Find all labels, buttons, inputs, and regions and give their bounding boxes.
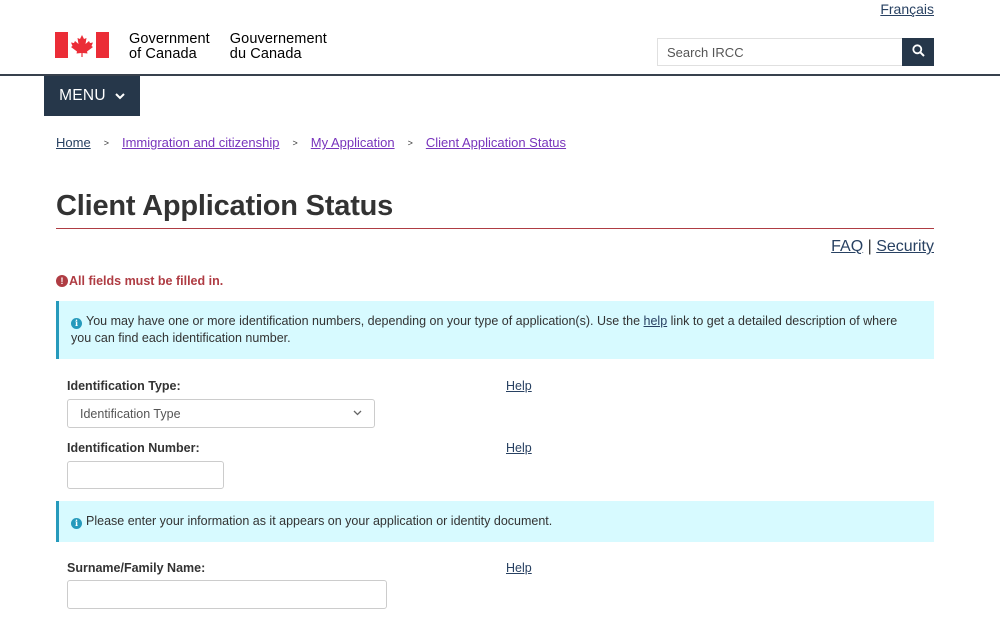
chevron-down-icon xyxy=(353,408,362,419)
link-divider: | xyxy=(867,238,872,255)
breadcrumb-separator: > xyxy=(407,137,413,148)
error-message xyxy=(56,274,223,288)
inline-help-link[interactable]: help xyxy=(643,314,668,328)
chevron-down-icon xyxy=(115,87,125,105)
id-type-select[interactable] xyxy=(67,399,375,428)
security-link[interactable]: Security xyxy=(876,238,934,255)
breadcrumb-separator: > xyxy=(103,137,109,148)
search-button[interactable] xyxy=(902,38,934,66)
breadcrumb-client-status[interactable]: Client Application Status xyxy=(425,135,567,150)
id-number-label: Identification Number: xyxy=(67,441,200,455)
page-title: Client Application Status xyxy=(56,190,394,222)
breadcrumb xyxy=(56,135,566,150)
faq-security-links xyxy=(831,238,934,256)
breadcrumb-separator: > xyxy=(292,137,298,148)
error-text: All fields must be filled in. xyxy=(69,274,224,288)
id-type-selected-value: Identification Type xyxy=(80,406,181,421)
search-form xyxy=(657,38,934,66)
search-input[interactable] xyxy=(657,38,902,66)
id-number-input[interactable] xyxy=(67,461,224,489)
government-signature[interactable] xyxy=(55,32,347,62)
info-icon: i xyxy=(71,518,82,529)
surname-help-link[interactable]: Help xyxy=(506,561,532,575)
canada-flag-icon xyxy=(55,32,109,58)
id-type-help-link[interactable]: Help xyxy=(506,379,532,393)
title-underline xyxy=(56,228,934,229)
breadcrumb-home[interactable]: Home xyxy=(56,135,91,150)
menu-label: MENU xyxy=(59,87,106,104)
search-icon xyxy=(912,44,925,60)
error-icon: ! xyxy=(56,275,68,287)
gov-name-en: Government of Canada xyxy=(129,31,210,62)
info-text-start: You may have one or more identification numbers, depending on your type of application(s). Use the xyxy=(86,314,641,328)
surname-input[interactable] xyxy=(67,580,387,609)
info-box-identity-document xyxy=(56,501,934,542)
breadcrumb-my-application[interactable]: My Application xyxy=(310,135,395,150)
gov-name-fr: Gouvernement du Canada xyxy=(229,31,327,62)
info-text: Please enter your information as it appears on your application or identity document. xyxy=(86,514,553,528)
info-text-end: link to get a detailed description of where you can find each identification number. xyxy=(71,314,898,345)
info-icon: i xyxy=(71,318,82,329)
id-type-label: Identification Type: xyxy=(67,379,181,393)
info-box-identification xyxy=(56,301,934,359)
language-toggle-link[interactable]: Français xyxy=(880,1,934,17)
surname-label: Surname/Family Name: xyxy=(67,561,206,575)
breadcrumb-immigration[interactable]: Immigration and citizenship xyxy=(121,135,280,150)
faq-link[interactable]: FAQ xyxy=(831,238,864,255)
menu-button[interactable] xyxy=(44,76,140,116)
id-number-help-link[interactable]: Help xyxy=(506,441,532,455)
header-divider xyxy=(0,74,1000,76)
